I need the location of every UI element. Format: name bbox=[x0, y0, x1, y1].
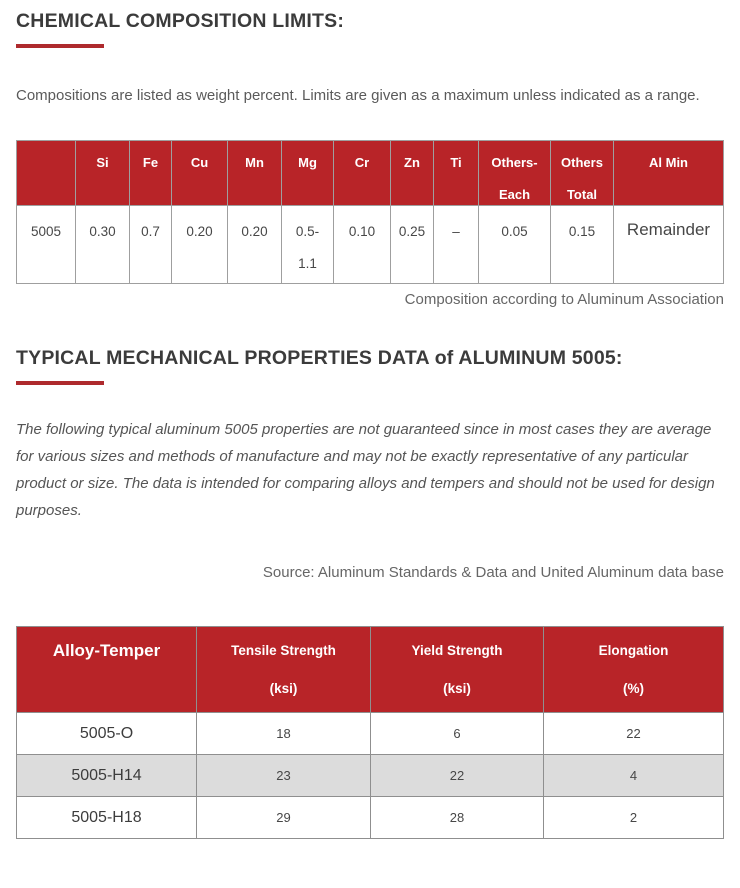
comp-value-ti: – bbox=[434, 206, 479, 284]
comp-header-mn: Mn bbox=[228, 141, 282, 206]
mech-header-alloy-temper: Alloy-Temper bbox=[17, 627, 197, 713]
comp-header-al-min: Al Min bbox=[614, 141, 724, 206]
comp-value-alloy: 5005 bbox=[17, 206, 76, 284]
composition-source-caption: Composition according to Aluminum Association bbox=[404, 291, 724, 308]
mech-elongation-value: 22 bbox=[544, 713, 724, 755]
comp-header-others-total: Others Total bbox=[551, 141, 614, 206]
mech-header-row bbox=[17, 627, 724, 713]
comp-header-ti: Ti bbox=[434, 141, 479, 206]
comp-value-others-each: 0.05 bbox=[479, 206, 551, 284]
mech-alloy-name: 5005-H14 bbox=[17, 755, 197, 797]
mech-row-5005-O bbox=[17, 713, 724, 755]
mech-yield-value: 28 bbox=[371, 797, 544, 839]
properties-disclaimer-paragraph: The following typical aluminum 5005 properties are not guaranteed since in most cases they are average for various sizes and methods of manufacture and may not be exactly representative of any particular product or size. The data is intended for comparing alloys and tempers and should not be used for design purposes. bbox=[16, 421, 715, 519]
mech-header-yield-strength: Yield Strength (ksi) bbox=[371, 627, 544, 713]
composition-intro-paragraph: Compositions are listed as weight percent. Limits are given as a maximum unless indicated as a range. bbox=[16, 87, 700, 104]
comp-value-mn: 0.20 bbox=[228, 206, 282, 284]
comp-value-fe: 0.7 bbox=[130, 206, 172, 284]
comp-data-row-5005 bbox=[17, 206, 724, 284]
comp-value-al-min: Remainder bbox=[614, 206, 724, 284]
mech-elongation-value: 2 bbox=[544, 797, 724, 839]
comp-header-others-each: Others- Each bbox=[479, 141, 551, 206]
comp-header-mg: Mg bbox=[282, 141, 334, 206]
comp-header-corner bbox=[17, 141, 76, 206]
comp-value-mg: 0.5- 1.1 bbox=[282, 206, 334, 284]
comp-header-cu: Cu bbox=[172, 141, 228, 206]
mechanical-properties-title: TYPICAL MECHANICAL PROPERTIES DATA of ALUMINUM 5005: bbox=[16, 347, 623, 369]
mech-yield-value: 22 bbox=[371, 755, 544, 797]
mech-row-5005-H18 bbox=[17, 797, 724, 839]
comp-value-zn: 0.25 bbox=[391, 206, 434, 284]
mech-tensile-value: 18 bbox=[197, 713, 371, 755]
mech-alloy-name: 5005-O bbox=[17, 713, 197, 755]
mech-tensile-value: 23 bbox=[197, 755, 371, 797]
comp-header-zn: Zn bbox=[391, 141, 434, 206]
comp-header-row bbox=[17, 141, 724, 206]
comp-value-others-total: 0.15 bbox=[551, 206, 614, 284]
title-underline-bar bbox=[16, 381, 104, 385]
comp-value-cr: 0.10 bbox=[334, 206, 391, 284]
title-underline-bar bbox=[16, 44, 104, 48]
comp-value-cu: 0.20 bbox=[172, 206, 228, 284]
mechanical-properties-table bbox=[16, 626, 724, 839]
mech-header-elongation: Elongation (%) bbox=[544, 627, 724, 713]
chemical-composition-title: CHEMICAL COMPOSITION LIMITS: bbox=[16, 10, 345, 32]
comp-value-si: 0.30 bbox=[76, 206, 130, 284]
mech-elongation-value: 4 bbox=[544, 755, 724, 797]
mech-yield-value: 6 bbox=[371, 713, 544, 755]
comp-header-cr: Cr bbox=[334, 141, 391, 206]
comp-header-fe: Fe bbox=[130, 141, 172, 206]
mech-row-5005-H14 bbox=[17, 755, 724, 797]
mech-header-tensile-strength: Tensile Strength (ksi) bbox=[197, 627, 371, 713]
comp-header-si: Si bbox=[76, 141, 130, 206]
chemical-composition-table bbox=[16, 140, 724, 284]
data-source-caption: Source: Aluminum Standards & Data and United Aluminum data base bbox=[262, 564, 724, 581]
mech-tensile-value: 29 bbox=[197, 797, 371, 839]
mech-alloy-name: 5005-H18 bbox=[17, 797, 197, 839]
